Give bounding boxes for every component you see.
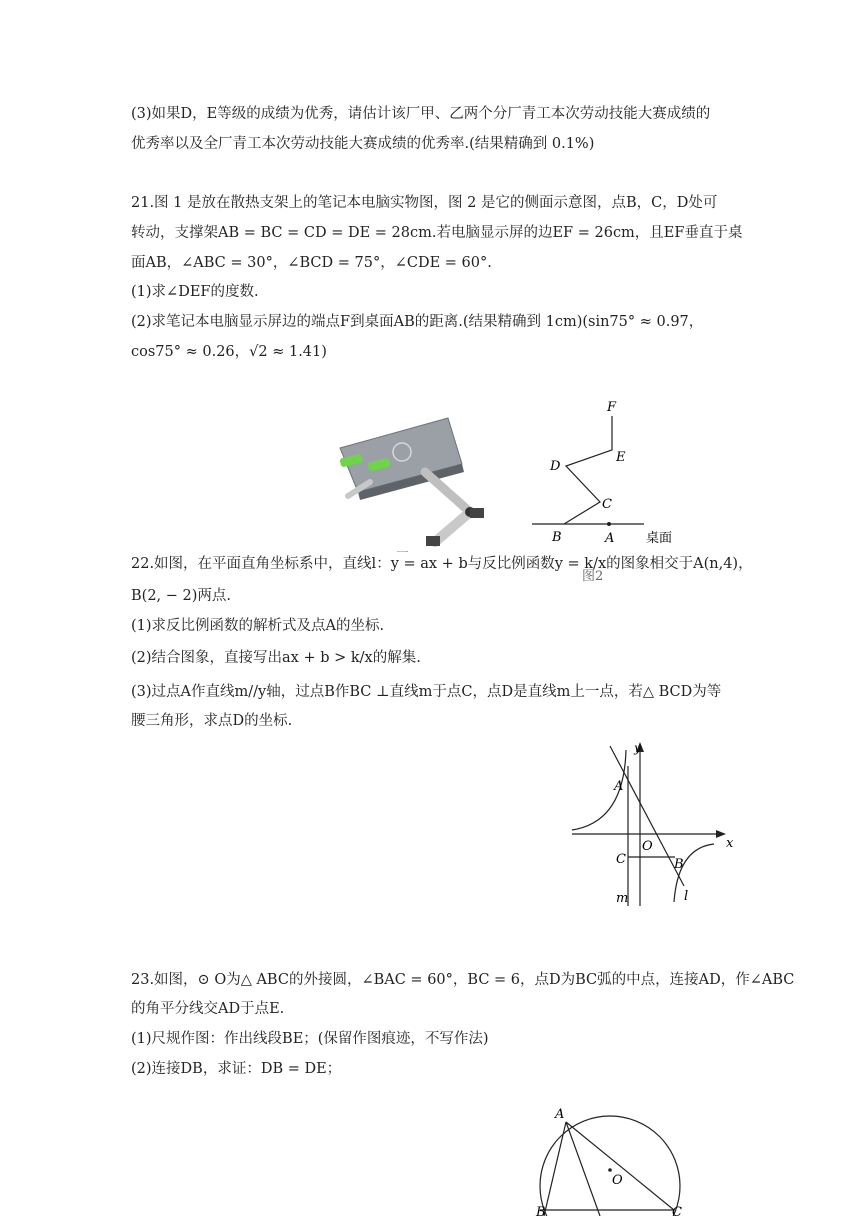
q21-line3: 面AB，∠ABC = 30°，∠BCD = 75°，∠CDE = 60°. <box>131 255 492 271</box>
q22-label-m: m <box>616 891 629 906</box>
q21-line2: 转动，支撑架AB = BC = CD = DE = 28cm.若电脑显示屏的边EF = 26cm，且EF垂直于桌 <box>131 225 743 241</box>
q21-label-A: A <box>605 531 615 546</box>
q22-label-y: y <box>634 741 641 755</box>
q23-label-O: O <box>612 1173 623 1188</box>
q21-part2-line1: (2)求笔记本电脑显示屏边的端点F到桌面AB的距离.(结果精确到 1cm)(sin75° ≈ 0.97， <box>131 314 704 330</box>
q21-part2-line2: cos75° ≈ 0.26，√2 ≈ 1.41) <box>131 344 327 360</box>
q21-line1: 21.图 1 是放在散热支架上的笔记本电脑实物图，图 2 是它的侧面示意图，点B，C，D处可 <box>131 195 718 211</box>
q23-line2: 的角平分线交AD于点E. <box>131 1001 285 1017</box>
q22-part3-line1: (3)过点A作直线m//y轴，过点B作BC ⊥直线m于点C，点D是直线m上一点，若△ BCD为等 <box>131 684 722 700</box>
q22-part3-line2: 腰三角形，求点D的坐标. <box>131 713 293 729</box>
q23-figure-circle <box>530 1100 700 1216</box>
q22-label-x: x <box>726 836 734 851</box>
q22-figure-coordinate-plane <box>566 736 746 911</box>
q21-figure1-laptop-stand <box>330 412 490 552</box>
q21-label-F: F <box>607 400 617 415</box>
q21-label-B: B <box>552 530 562 545</box>
q23-part1: (1)尺规作图：作出线段BE；(保留作图痕迹，不写作法) <box>131 1031 489 1047</box>
q21-label-D: D <box>550 459 561 474</box>
q22-label-O: O <box>642 839 653 854</box>
q23-label-C: C <box>672 1205 682 1216</box>
q23-part2: (2)连接DB，求证：DB = DE； <box>131 1061 342 1077</box>
q23-label-A: A <box>555 1107 565 1122</box>
q22-part2: (2)结合图象，直接写出ax + b > k/x的解集. <box>131 650 421 666</box>
q21-part1: (1)求∠DEF的度数. <box>131 284 259 300</box>
q22-line2: B(2, − 2)两点. <box>131 588 232 604</box>
q20-part3-line1: (3)如果D，E等级的成绩为优秀，请估计该厂甲、乙两个分厂青工本次劳动技能大赛成绩的 <box>131 106 711 122</box>
q22-line1: 22.如图，在平面直角坐标系中，直线l：y = ax + b与反比例函数y = k/x的图象相交于A(n,4)， <box>131 556 753 572</box>
q22-label-l: l <box>684 889 689 904</box>
q20-part3-line2: 优秀率以及全厂青工本次劳动技能大赛成绩的优秀率.(结果精确到 0.1%) <box>131 136 595 152</box>
q22-label-C: C <box>616 852 626 867</box>
q21-figure2-caption: 图2 <box>582 569 604 584</box>
q21-label-C: C <box>602 497 612 512</box>
q21-figure1-caption <box>396 551 417 552</box>
q21-label-desk: 桌面 <box>646 531 673 546</box>
q22-label-B: B <box>674 857 684 872</box>
q23-line1: 23.如图，⊙ O为△ ABC的外接圆，∠BAC = 60°，BC = 6，点D为BC弧的中点，连接AD，作∠ABC <box>131 972 795 988</box>
q21-label-E: E <box>616 450 626 465</box>
q22-label-A: A <box>614 779 624 794</box>
q23-label-B: B <box>536 1205 546 1216</box>
q22-part1: (1)求反比例函数的解析式及点A的坐标. <box>131 618 385 634</box>
